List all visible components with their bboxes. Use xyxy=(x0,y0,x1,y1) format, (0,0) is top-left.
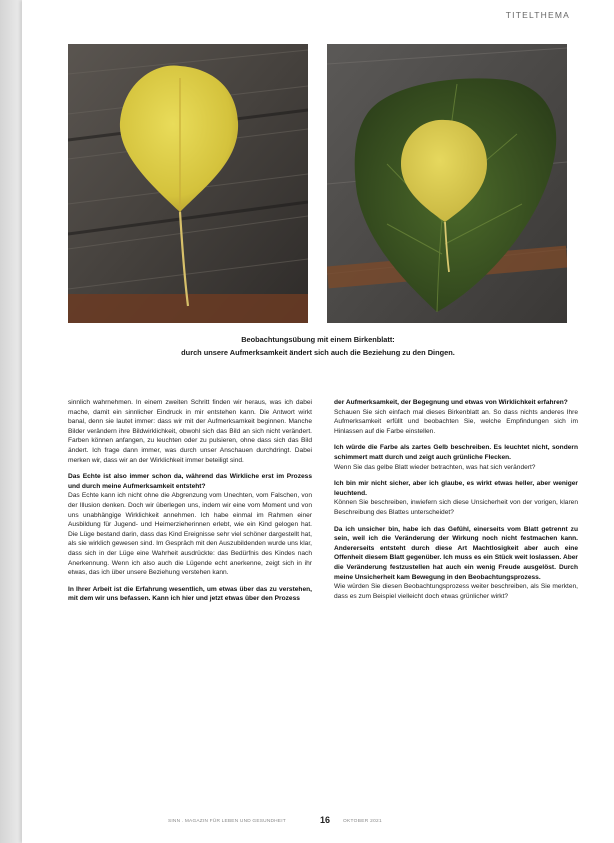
publication-name: SINN . MAGAZIN FÜR LEBEN UND GESUNDHEIT xyxy=(168,819,286,824)
paragraph: sinnlich wahrnehmen. In einem zweiten Schritt finden wir heraus, was ich dabei mache, damit ein sinnlicher Eindruck in mir entstehen kann. Die Antwort wirkt banal, denn sie lautet immer: dass wir mit der Aufmerksamkeit beginnen. Manche Bilder verändern ihre Bildwirklichkeit, obwohl sich das Bild an sich nicht verändert. Farben können anfangen, zu leuchten oder zu pulsieren, ohne dass sich das Bild ändert. Ich frage dann immer, was durch unser Anschauen durchdringt. Dabei merken wir, dass wir an der Wirklichkeit immer beteiligt sind. xyxy=(68,399,312,464)
interview-question: der Aufmerksamkeit, der Begegnung und etwas von Wirklichkeit erfahren? xyxy=(334,399,568,406)
birch-leaf-on-green-leaf-image xyxy=(327,44,567,323)
interview-question: Das Echte ist also immer schon da, während das Wirkliche erst im Prozess und durch meine Aufmerksamkeit entsteht? xyxy=(68,473,312,490)
interview-question: Ich bin mir nicht sicher, aber ich glaube, es wirkt etwas heller, aber weniger leuchtend. xyxy=(334,480,578,497)
interview-answer: Schauen Sie sich einfach mal dieses Birkenblatt an. So dass nichts anderes Ihre Aufmerksamkeit erfüllt und beobachten Sie, welche Empfindungen sich im Hinlassen auf die Farbe einstellen. xyxy=(334,408,578,435)
yellow-birch-leaf-on-wood-image xyxy=(68,44,308,323)
caption-line-2: durch unsere Aufmerksamkeit ändert sich auch die Beziehung zu den Dingen. xyxy=(181,347,455,357)
interview-question: In Ihrer Arbeit ist die Erfahrung wesentlich, um etwas über das zu verstehen, mit dem wir uns befassen. Kann ich hier und jetzt etwas über den Prozess xyxy=(68,585,312,603)
issue-date: OKTOBER 2021 xyxy=(343,819,382,824)
photo-yellow-leaf-on-wood xyxy=(68,44,308,323)
magazine-page xyxy=(22,0,614,843)
interview-answer: Wenn Sie das gelbe Blatt wieder betrachten, was hat sich verändert? xyxy=(334,463,536,471)
interview-question: Ich würde die Farbe als zartes Gelb beschreiben. Es leuchtet nicht, sondern schimmert matt durch und zeigt auch grünliche Flecken. xyxy=(334,444,578,461)
page-number: 16 xyxy=(320,815,331,825)
caption-line-1: Beobachtungsübung mit einem Birkenblatt: xyxy=(241,335,395,344)
interview-question: Da ich unsicher bin, habe ich das Gefühl, einerseits vom Blatt getrennt zu sein, weil ich die Veränderung der Wirkung noch nicht festmachen kann. Andererseits entsteht durch diese Art Machtlosigkeit aber auch eine Offenheit diesem Blatt gegenüber. Ich muss es ein Stück weit loslassen. Aber die Veränderung festzustellen hat auch ein wenig Freude ausgelöst. Durch meine Unsicherheit kam Bewegung in den Beobachtungsprozess. xyxy=(334,525,578,581)
text-column-left xyxy=(68,398,312,604)
section-header: TITELTHEMA xyxy=(505,10,570,20)
interview-answer: Können Sie beschreiben, inwiefern sich diese Unsicherheit von der vorigen, klaren Beschreibung des Blattes unterscheidet? xyxy=(334,499,578,516)
interview-answer: Das Echte kann ich nicht ohne die Abgrenzung vom Unechten, vom Falschen, von der Illusion denken. Doch wir überlegen uns, indem wir eine vom Moment und von uns unabhängige Wirklichkeit annehmen. Ich habe einmal im Rahmen einer Ausbildung für Jugend- und Heimerzieherinnen erlebt, wie ein Kind gelogen hat. Die Lüge bestand darin, dass das Kind Ereignisse sehr viel schöner dargestellt hat, als sie wirklich gewesen sind. Im Gespräch mit den Auszubildenden wurde uns klar, dass sich in der Lüge eine Wahrheit ausdrückte: das Bedürfnis des Kindes nach Anerkennung. Wenn ich also auch die Lügende echt anerkenne, zeigt sich in ihr etwas, das ich über unsere Beziehung verstehen kann. xyxy=(68,492,312,577)
interview-answer: Wie würden Sie diesen Beobachtungsprozess weiter beschreiben, als Sie merkten, dass es zum Beispiel vielleicht doch etwas grünlicher wirkt? xyxy=(334,583,578,600)
binding-gutter xyxy=(0,0,22,843)
photo-caption xyxy=(68,334,568,359)
text-column-right xyxy=(334,398,578,608)
photo-leaf-on-green-leaf xyxy=(327,44,567,323)
